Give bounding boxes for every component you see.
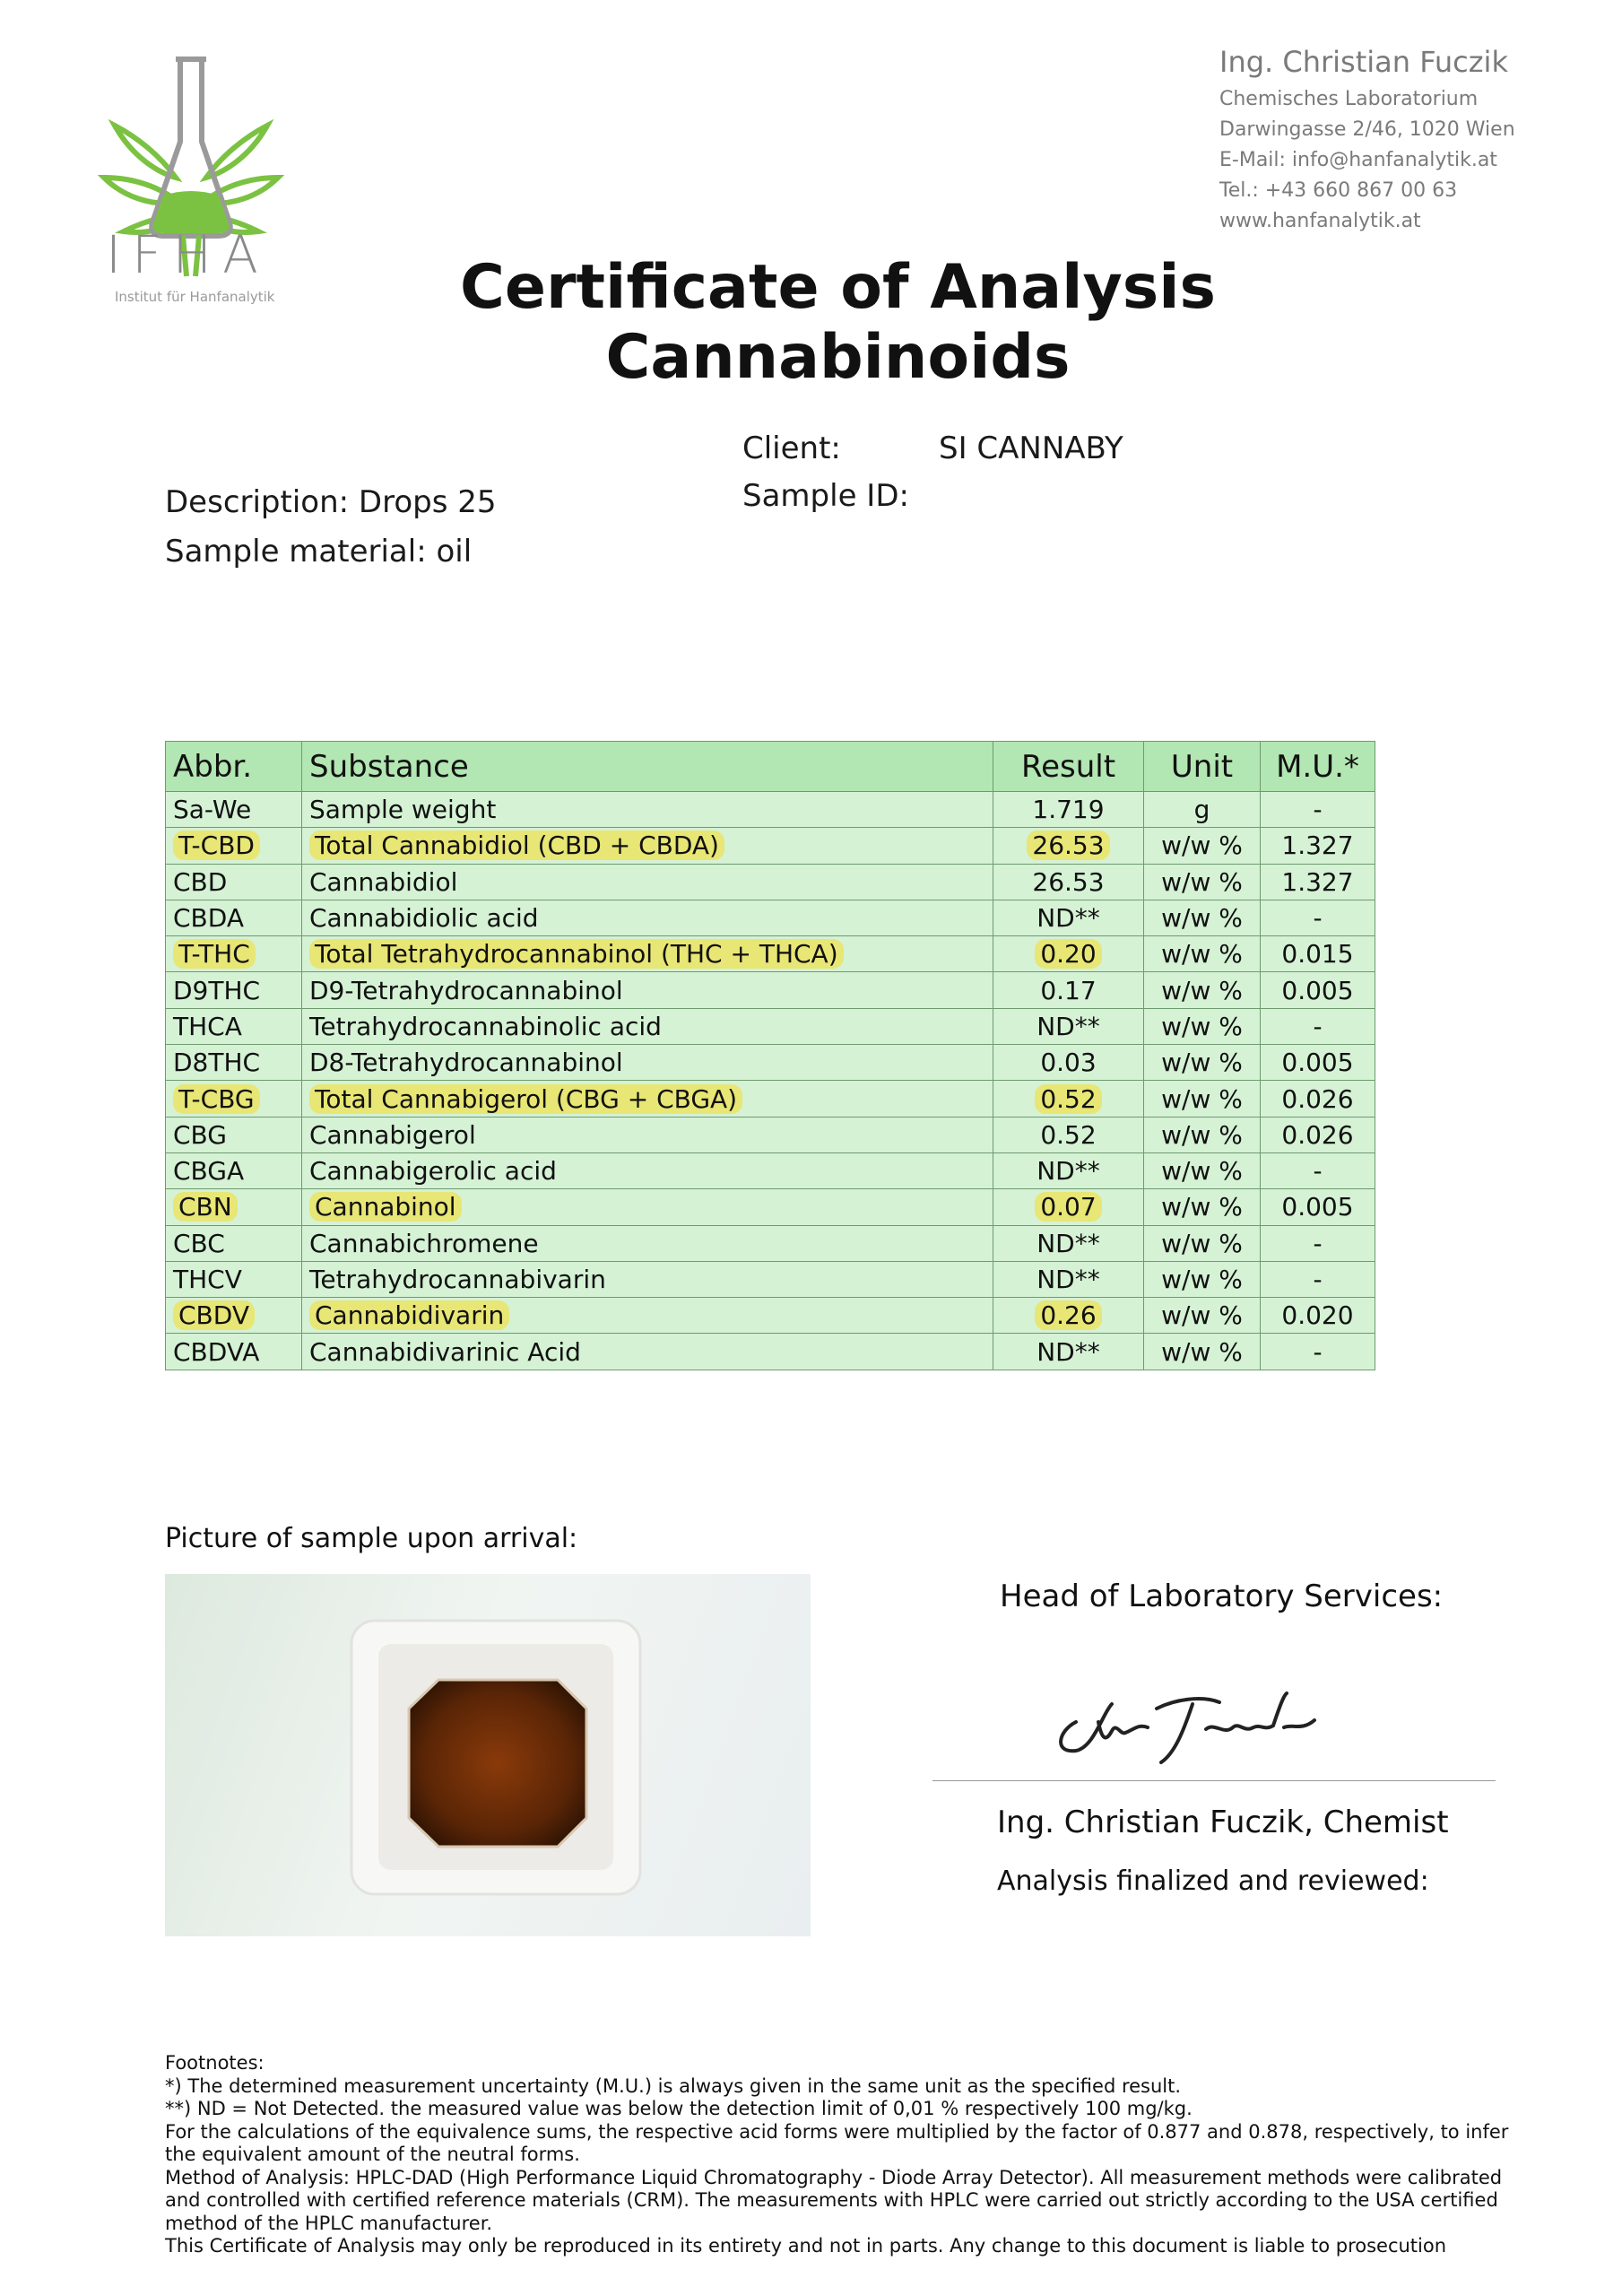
analysis-finalized-label: Analysis finalized and reviewed: — [997, 1866, 1429, 1897]
cell-abbr-text: CBDV — [173, 1300, 255, 1330]
cell-abbr — [166, 864, 302, 900]
cell-substance-text: Cannabinol — [309, 1192, 462, 1222]
cell-substance — [302, 1152, 993, 1188]
cell-mu-text: - — [1313, 795, 1323, 825]
cell-substance — [302, 1261, 993, 1297]
header-unit: Unit — [1144, 742, 1261, 792]
cell-unit-text: g — [1193, 795, 1210, 825]
cell-unit — [1144, 1261, 1261, 1297]
cell-result-text: 0.52 — [1040, 1119, 1097, 1150]
cell-abbr-text: T-THC — [173, 939, 256, 969]
cell-abbr — [166, 936, 302, 972]
cell-mu-text: 0.015 — [1281, 939, 1354, 970]
cell-mu-text: - — [1313, 1011, 1323, 1041]
lab-website: www.hanfanalytik.at — [1219, 210, 1421, 232]
cell-abbr — [166, 1081, 302, 1117]
logo-subtitle: Institut für Hanfanalytik — [115, 289, 275, 305]
cell-abbr-text: THCV — [173, 1265, 242, 1294]
table-row — [166, 1008, 1375, 1044]
cell-substance-text: Cannabichromene — [309, 1228, 539, 1258]
footnotes — [165, 2052, 1537, 2258]
cell-mu — [1261, 792, 1375, 828]
cell-abbr-text: D8THC — [173, 1048, 261, 1078]
cell-unit — [1144, 1117, 1261, 1152]
cell-unit-text: w/w % — [1161, 1083, 1243, 1114]
results-body — [166, 792, 1375, 1370]
cell-result-text: 0.07 — [1035, 1192, 1101, 1222]
cell-mu-text: - — [1313, 1228, 1323, 1258]
cell-abbr-text: CBGA — [173, 1156, 245, 1187]
cell-abbr-text: CBD — [173, 866, 228, 897]
cell-result — [993, 1045, 1144, 1081]
cell-result-text: ND** — [1037, 1011, 1100, 1041]
cell-result — [993, 1008, 1144, 1044]
cell-unit-text: w/w % — [1161, 1048, 1243, 1078]
cell-unit — [1144, 972, 1261, 1008]
footnote-nd: **) ND = Not Detected. the measured value was below the detection limit of 0,01 % respectively 100 mg/kg. — [165, 2098, 1193, 2119]
cell-mu-text: - — [1313, 903, 1323, 934]
cell-mu — [1261, 1334, 1375, 1370]
cell-mu — [1261, 1081, 1375, 1117]
cell-substance — [302, 1334, 993, 1370]
page-title — [0, 253, 1622, 393]
cell-substance-text: Total Cannabidiol (CBD + CBDA) — [309, 831, 724, 860]
cell-mu-text: 0.020 — [1281, 1300, 1354, 1331]
cell-mu — [1261, 828, 1375, 864]
cell-substance — [302, 1117, 993, 1152]
cell-mu — [1261, 1225, 1375, 1261]
cell-abbr-text: CBN — [173, 1192, 238, 1222]
cell-abbr-text: CBDVA — [173, 1336, 260, 1367]
cell-abbr — [166, 1008, 302, 1044]
lab-address-block — [1219, 45, 1515, 237]
cell-abbr — [166, 1334, 302, 1370]
cell-mu-text: 1.327 — [1281, 866, 1354, 897]
cell-abbr — [166, 1298, 302, 1334]
cell-substance-text: Cannabidivarinic Acid — [309, 1336, 581, 1367]
cell-unit — [1144, 1225, 1261, 1261]
cell-mu — [1261, 900, 1375, 935]
table-row — [166, 1152, 1375, 1188]
cell-mu — [1261, 1117, 1375, 1152]
cell-mu-text: - — [1313, 1156, 1323, 1187]
cell-abbr — [166, 1152, 302, 1188]
cell-mu-text: 1.327 — [1281, 831, 1354, 861]
footnote-mu: *) The determined measurement uncertainty (M.U.) is always given in the same unit as the specified result. — [165, 2074, 1182, 2097]
picture-label: Picture of sample upon arrival: — [165, 1523, 578, 1554]
cell-mu-text: - — [1313, 1265, 1323, 1294]
cell-abbr-text: T-CBD — [173, 831, 260, 860]
cell-unit-text: w/w % — [1161, 903, 1243, 934]
cell-abbr-text: D9THC — [173, 975, 261, 1005]
client-label: Client: — [742, 430, 841, 466]
table-row — [166, 1261, 1375, 1297]
lab-address: Darwingasse 2/46, 1020 Wien — [1219, 118, 1515, 141]
cell-substance-text: Tetrahydrocannabivarin — [309, 1265, 606, 1294]
lab-email: E-Mail: info@hanfanalytik.at — [1219, 149, 1497, 171]
cell-result — [993, 1298, 1144, 1334]
table-row — [166, 1045, 1375, 1081]
cell-result — [993, 1261, 1144, 1297]
sample-container-icon — [165, 1574, 811, 1936]
cell-mu — [1261, 936, 1375, 972]
cell-abbr-text: THCA — [173, 1011, 242, 1041]
cell-result-text: ND** — [1037, 1336, 1100, 1367]
cell-substance-text: Tetrahydrocannabinolic acid — [309, 1011, 662, 1041]
chemist-name: Ing. Christian Fuczik, Chemist — [997, 1805, 1449, 1840]
cell-abbr-text: T-CBG — [173, 1084, 260, 1114]
table-row — [166, 1298, 1375, 1334]
cell-substance-text: Cannabidiolic acid — [309, 903, 539, 934]
table-row — [166, 972, 1375, 1008]
table-row — [166, 1117, 1375, 1152]
lab-line: Chemisches Laboratorium — [1219, 88, 1479, 110]
cell-unit — [1144, 1334, 1261, 1370]
cell-unit-text: w/w % — [1161, 1156, 1243, 1187]
cell-unit-text: w/w % — [1161, 1192, 1243, 1222]
footnote-method: Method of Analysis: HPLC-DAD (High Performance Liquid Chromatography - Diode Array Detector). All measurement methods were calibrated and controlled with certified reference materials (CRM). The measurements with HPLC were carried out strictly according to the USA certified method of the HPLC manufacturer. — [165, 2166, 1503, 2234]
cell-result-text: ND** — [1037, 1156, 1100, 1187]
table-row — [166, 792, 1375, 828]
cell-result — [993, 1189, 1144, 1225]
cell-substance-text: Total Cannabigerol (CBG + CBGA) — [309, 1084, 742, 1114]
table-row — [166, 1225, 1375, 1261]
cell-unit — [1144, 1008, 1261, 1044]
cell-mu — [1261, 972, 1375, 1008]
cell-result-text: ND** — [1037, 1228, 1100, 1258]
cell-result — [993, 1081, 1144, 1117]
cell-substance — [302, 1081, 993, 1117]
cell-abbr-text: Sa-We — [173, 795, 252, 825]
table-row — [166, 1081, 1375, 1117]
cell-substance-text: Cannabidiol — [309, 866, 458, 897]
cell-abbr — [166, 972, 302, 1008]
sample-material: Sample material: oil — [165, 534, 473, 570]
cell-substance — [302, 1189, 993, 1225]
cell-result-text: 26.53 — [1032, 866, 1105, 897]
table-row — [166, 864, 1375, 900]
cell-unit-text: w/w % — [1161, 1336, 1243, 1367]
cell-result-text: 0.26 — [1035, 1300, 1101, 1330]
cell-result — [993, 864, 1144, 900]
sample-photo — [165, 1574, 811, 1936]
cell-unit-text: w/w % — [1161, 1228, 1243, 1258]
cell-unit — [1144, 936, 1261, 972]
cell-unit — [1144, 1189, 1261, 1225]
cell-unit-text: w/w % — [1161, 866, 1243, 897]
cell-mu — [1261, 1045, 1375, 1081]
cell-mu — [1261, 1298, 1375, 1334]
lab-name: Ing. Christian Fuczik — [1219, 45, 1508, 79]
table-row — [166, 1334, 1375, 1370]
footnote-reproduction: This Certificate of Analysis may only be reproduced in its entirety and not in parts. Any change to this document is liable to prosecution — [165, 2235, 1447, 2257]
title-line-2: Cannabinoids — [605, 322, 1071, 393]
cell-mu — [1261, 864, 1375, 900]
cell-unit — [1144, 1298, 1261, 1334]
cell-substance — [302, 972, 993, 1008]
cell-unit — [1144, 828, 1261, 864]
table-row — [166, 936, 1375, 972]
cell-substance-text: Cannabigerol — [309, 1119, 476, 1150]
cell-unit — [1144, 900, 1261, 935]
cell-abbr-text: CBDA — [173, 903, 244, 934]
cell-unit-text: w/w % — [1161, 975, 1243, 1005]
cell-mu — [1261, 1189, 1375, 1225]
results-table — [165, 741, 1375, 1370]
cell-substance — [302, 1298, 993, 1334]
cell-substance-text: Cannabigerolic acid — [309, 1156, 557, 1187]
cell-abbr-text: CBG — [173, 1119, 227, 1150]
cell-abbr-text: CBC — [173, 1228, 225, 1258]
table-row — [166, 828, 1375, 864]
table-row — [166, 900, 1375, 935]
cell-abbr — [166, 1189, 302, 1225]
cell-result — [993, 828, 1144, 864]
cell-substance-text: D9-Tetrahydrocannabinol — [309, 975, 623, 1005]
signature-icon — [1049, 1668, 1354, 1767]
title-line-1: Certificate of Analysis — [459, 252, 1217, 323]
description: Description: Drops 25 — [165, 484, 497, 520]
cell-substance — [302, 936, 993, 972]
cell-unit — [1144, 864, 1261, 900]
header-mu: M.U.* — [1261, 742, 1375, 792]
cell-mu-text: 0.005 — [1281, 1048, 1354, 1078]
table-row — [166, 1189, 1375, 1225]
table-header-row — [166, 742, 1375, 792]
cell-result-text: 26.53 — [1027, 831, 1109, 860]
sample-id-label: Sample ID: — [742, 478, 909, 514]
cell-substance — [302, 1225, 993, 1261]
cell-substance-text: Sample weight — [309, 795, 497, 825]
cell-abbr — [166, 1045, 302, 1081]
cell-unit — [1144, 792, 1261, 828]
cell-result — [993, 900, 1144, 935]
cell-mu-text: 0.005 — [1281, 1192, 1354, 1222]
signature-line — [932, 1780, 1496, 1781]
cell-unit-text: w/w % — [1161, 1265, 1243, 1294]
cell-substance — [302, 1045, 993, 1081]
cell-unit — [1144, 1152, 1261, 1188]
cell-substance-text: Cannabidivarin — [309, 1300, 509, 1330]
cell-result — [993, 936, 1144, 972]
cell-substance-text: Total Tetrahydrocannabinol (THC + THCA) — [309, 939, 844, 969]
cell-unit-text: w/w % — [1161, 939, 1243, 970]
footnotes-heading: Footnotes: — [165, 2052, 265, 2074]
cell-result — [993, 1334, 1144, 1370]
cell-mu-text: 0.026 — [1281, 1119, 1354, 1150]
cell-result-text: ND** — [1037, 903, 1100, 934]
logo-wordmark: IFHA — [106, 224, 269, 285]
cell-abbr — [166, 828, 302, 864]
cell-substance — [302, 1008, 993, 1044]
cell-result-text: 0.03 — [1040, 1048, 1097, 1078]
cell-mu-text: 0.026 — [1281, 1083, 1354, 1114]
cell-unit-text: w/w % — [1161, 1119, 1243, 1150]
cell-abbr — [166, 1261, 302, 1297]
cell-result — [993, 792, 1144, 828]
cell-mu — [1261, 1261, 1375, 1297]
cell-result-text: 1.719 — [1032, 795, 1105, 825]
cell-result-text: 0.20 — [1035, 939, 1101, 969]
cell-substance — [302, 828, 993, 864]
cell-mu-text: 0.005 — [1281, 975, 1354, 1005]
cell-mu-text: - — [1313, 1336, 1323, 1367]
footnote-equivalence: For the calculations of the equivalence sums, the respective acid forms were multiplied by the factor of 0.877 and 0.878, respectively, to infer the equivalent amount of the neutral forms. — [165, 2120, 1509, 2165]
cell-unit — [1144, 1081, 1261, 1117]
cell-abbr — [166, 792, 302, 828]
cell-unit-text: w/w % — [1161, 1300, 1243, 1331]
cell-mu — [1261, 1008, 1375, 1044]
cell-substance-text: D8-Tetrahydrocannabinol — [309, 1048, 623, 1078]
cell-mu — [1261, 1152, 1375, 1188]
cell-unit-text: w/w % — [1161, 831, 1243, 861]
cell-substance — [302, 792, 993, 828]
cell-abbr — [166, 900, 302, 935]
client-value: SI CANNABY — [939, 430, 1123, 466]
cell-result-text: ND** — [1037, 1265, 1100, 1294]
lab-phone: Tel.: +43 660 867 00 63 — [1219, 179, 1458, 202]
cell-abbr — [166, 1225, 302, 1261]
header-result: Result — [993, 742, 1144, 792]
header-abbr: Abbr. — [166, 742, 302, 792]
header-substance: Substance — [302, 742, 993, 792]
cell-substance — [302, 864, 993, 900]
cell-unit-text: w/w % — [1161, 1011, 1243, 1041]
cell-result-text: 0.52 — [1035, 1084, 1101, 1114]
cell-result — [993, 972, 1144, 1008]
cell-substance — [302, 900, 993, 935]
cell-result-text: 0.17 — [1040, 975, 1097, 1005]
cell-result — [993, 1225, 1144, 1261]
cell-abbr — [166, 1117, 302, 1152]
head-of-lab-label: Head of Laboratory Services: — [1000, 1578, 1444, 1614]
cell-result — [993, 1117, 1144, 1152]
cell-unit — [1144, 1045, 1261, 1081]
cell-result — [993, 1152, 1144, 1188]
